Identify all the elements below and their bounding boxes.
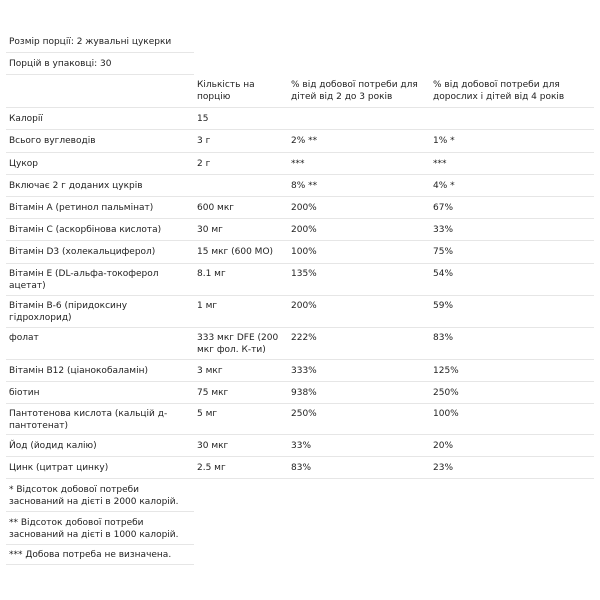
table-cell: 250% [433,388,459,398]
table-row [6,108,594,130]
table-cell: Вітамін B-6 (піридоксину гідрохлорид) [9,301,128,323]
table-cell: 15 [197,114,209,124]
servings-per-container: Порцій в упаковці: 30 [6,53,194,75]
table-cell: 200% [291,225,317,235]
table-cell: 5 мг [197,409,218,419]
table-cell: 1% * [433,136,455,146]
table-cell: 333 мкг DFE (200 мкг фол. К-ти) [197,333,279,355]
table-cell [430,108,594,129]
footnote: * Відсоток добової потреби заснований на дієті в 2000 калорій. [6,479,194,512]
table-cell: Пантотенова кислота (кальцій д-пантотенат) [9,409,168,431]
table-cell: 333% [291,366,317,376]
table-cell: 75 мкг [197,388,229,398]
table-row [6,404,594,435]
table-cell: % від добової потреби для дітей від 2 до 3 років [291,80,418,102]
table-row [6,241,594,264]
table-row [6,457,594,479]
table-cell: 30 мкг [197,441,229,451]
footnotes [6,479,594,565]
table-cell: 75% [433,247,454,257]
table-cell: Цинк (цитрат цинку) [9,463,109,473]
table-cell: Включає 2 г доданих цукрів [9,181,143,191]
table-cell: Вітамін D3 (холекальциферол) [9,247,156,257]
table-row [6,175,594,197]
table-cell: 83% [291,463,312,473]
table-cell: 2 г [197,159,211,169]
table-cell: Йод (йодид калію) [9,441,97,451]
table-cell: 3 мкг [197,366,223,376]
table-cell: 938% [291,388,317,398]
table-cell: фолат [9,333,39,343]
table-cell: % від добової потреби для дорослих і дітей від 4 років [433,80,565,102]
table-cell: 222% [291,333,317,343]
table-row [6,382,594,404]
table-cell: Вітамін E (DL-альфа-токоферол ацетат) [9,269,159,291]
table-cell: 135% [291,269,317,279]
table-cell [6,75,194,107]
table-cell: Вітамін B12 (ціанокобаламін) [9,366,148,376]
table-cell: 100% [433,409,459,419]
table-cell: 33% [291,441,312,451]
table-cell: 83% [433,333,454,343]
table-row [6,435,594,457]
table-cell: 600 мкг [197,203,234,213]
table-cell: Всього вуглеводів [9,136,96,146]
table-cell: 250% [291,409,317,419]
table-cell: Кількість на порцію [197,80,255,102]
table-cell: 2.5 мг [197,463,226,473]
footnote: *** Добова потреба не визначена. [6,545,194,565]
table-row [6,296,594,328]
table-body [6,75,594,479]
table-cell: 200% [291,301,317,311]
table-cell: 33% [433,225,454,235]
table-cell: 30 мг [197,225,223,235]
table-row [6,130,594,153]
table-cell [288,108,430,129]
footnote: ** Відсоток добової потреби заснований на дієті в 1000 калорій. [6,512,194,545]
table-cell [194,175,288,196]
table-row [6,153,594,175]
table-cell: Вітамін C (аскорбінова кислота) [9,225,162,235]
table-row [6,360,594,382]
table-cell: 200% [291,203,317,213]
table-row [6,197,594,219]
table-row [6,328,594,360]
table-cell: 23% [433,463,454,473]
table-cell: 59% [433,301,454,311]
table-cell: 20% [433,441,454,451]
table-cell: 2% ** [291,136,318,146]
table-cell: 67% [433,203,454,213]
table-cell: 4% * [433,181,455,191]
table-header-row [6,75,594,108]
table-cell: 15 мкг (600 МО) [197,247,274,257]
serving-size: Розмір порції: 2 жувальні цукерки [6,33,194,53]
table-cell: Вітамін A (ретинол пальмінат) [9,203,154,213]
table-cell: Цукор [9,159,38,169]
table-cell: біотин [9,388,40,398]
table-cell: 8% ** [291,181,318,191]
table-cell: 8.1 мг [197,269,226,279]
table-cell: 100% [291,247,317,257]
table-cell: 125% [433,366,459,376]
table-row [6,219,594,241]
table-row [6,264,594,296]
table-cell: *** [291,159,305,169]
table-cell: 54% [433,269,454,279]
table-cell: 1 мг [197,301,218,311]
table-cell: *** [433,159,447,169]
nutrition-facts-table [6,33,594,565]
table-cell: 3 г [197,136,211,146]
table-cell: Калорії [9,114,43,124]
